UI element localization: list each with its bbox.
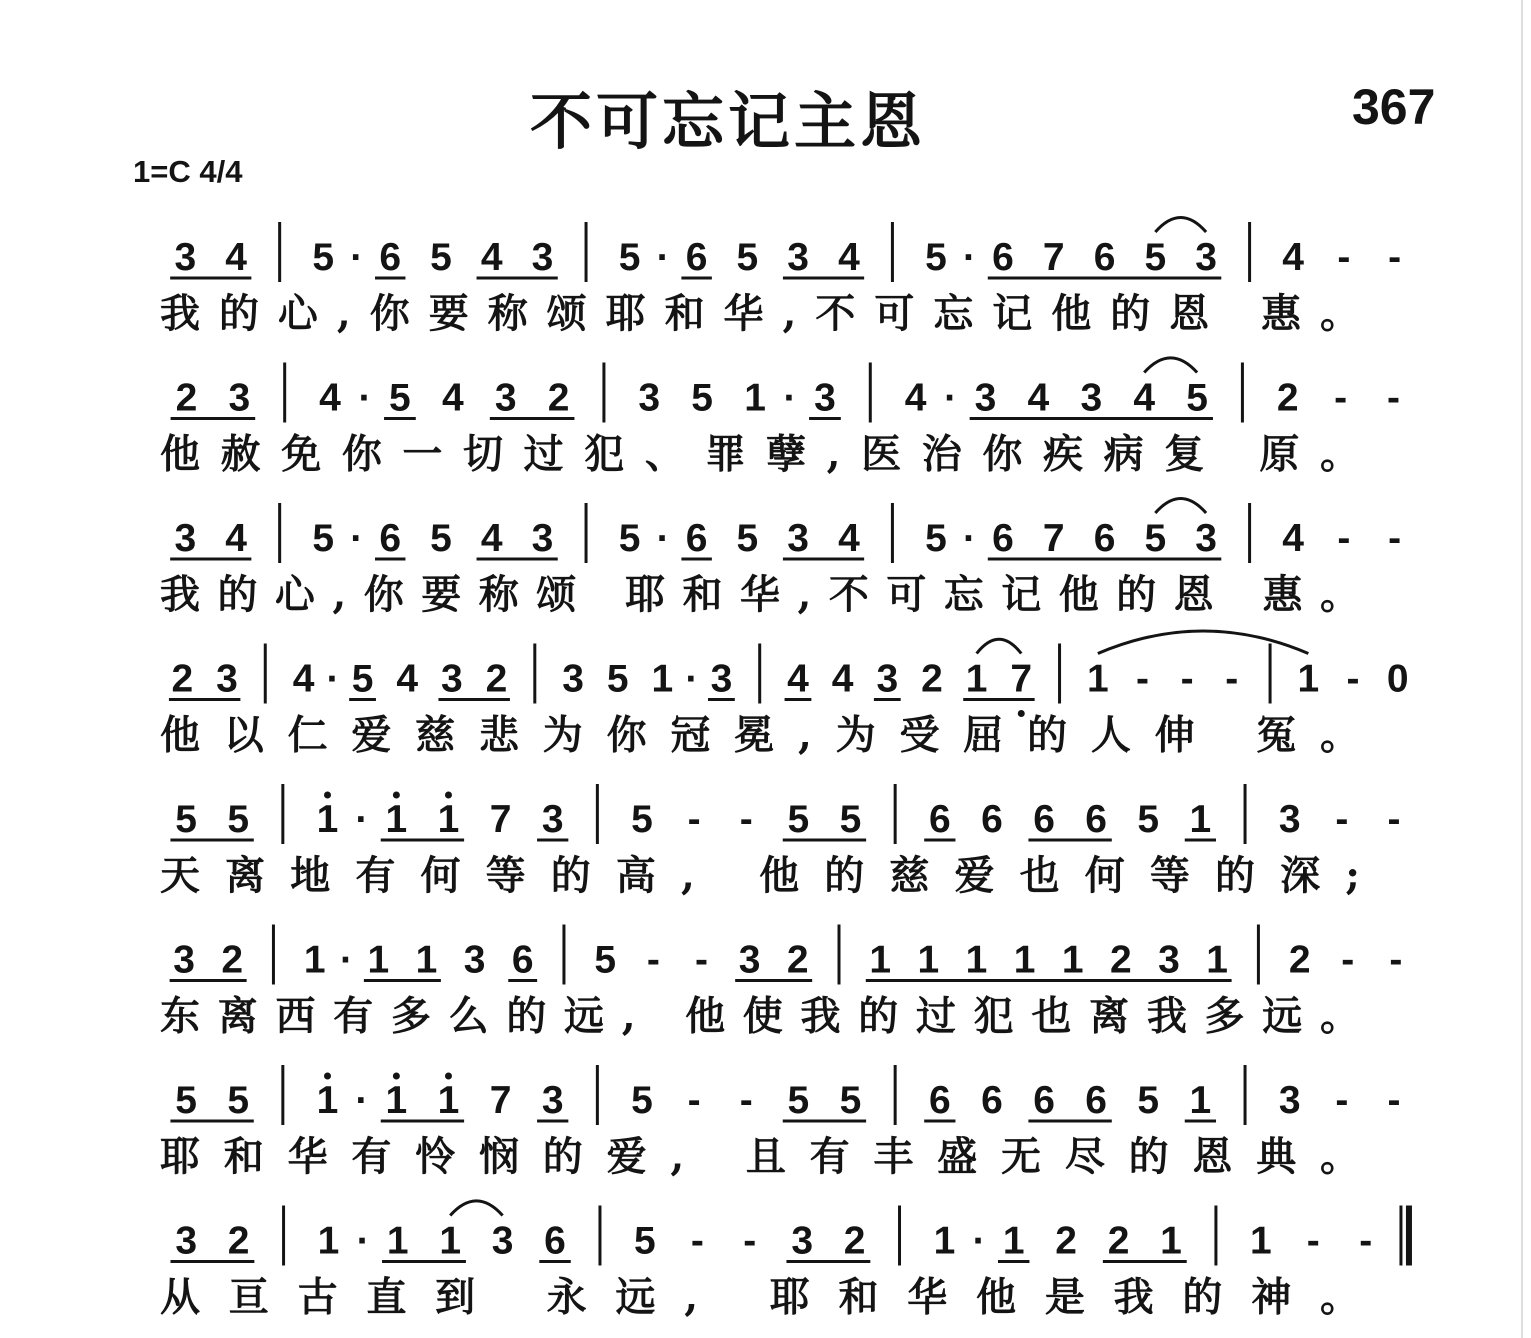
- note: 5: [1186, 376, 1208, 420]
- note: 5: [1137, 1079, 1160, 1122]
- augmentation-dot: ·: [962, 236, 976, 279]
- dash-extension: -: [1346, 657, 1360, 701]
- note: 4: [838, 236, 860, 279]
- note: 5: [787, 1079, 810, 1122]
- note: 3: [738, 938, 761, 982]
- note: 3: [228, 376, 251, 420]
- dash-extension: -: [690, 1219, 704, 1263]
- octave-high-dot: [445, 1073, 452, 1080]
- note: 3: [791, 1219, 814, 1263]
- augmentation-dot: ·: [358, 376, 372, 420]
- note: 1: [385, 1079, 408, 1122]
- note: 1: [303, 938, 326, 982]
- note: 3: [1080, 376, 1103, 420]
- note: 7: [1042, 517, 1065, 560]
- octave-high-dot: [445, 792, 452, 799]
- note: 5: [787, 798, 810, 841]
- note: 6: [544, 1219, 566, 1263]
- note: 4: [480, 236, 503, 279]
- dash-extension: -: [646, 938, 660, 982]
- lyrics-line: 从亘古直到 永远, 耶和华他是我的神。: [160, 1273, 1361, 1321]
- dash-extension: -: [1359, 1219, 1373, 1263]
- note: 1: [1002, 1219, 1025, 1263]
- augmentation-dot: ·: [685, 657, 699, 701]
- note: 5: [175, 1079, 197, 1122]
- note: 1: [415, 938, 438, 982]
- note: 1: [385, 798, 408, 841]
- note: 3: [562, 657, 584, 701]
- dash-extension: -: [1225, 657, 1239, 701]
- dash-extension: -: [1388, 236, 1402, 279]
- note: 1: [1189, 798, 1212, 841]
- octave-high-dot: [393, 792, 400, 799]
- note: 1: [744, 376, 766, 420]
- dash-extension: -: [1387, 376, 1401, 420]
- note: 2: [1110, 938, 1132, 982]
- note: 4: [1282, 517, 1304, 560]
- note: 6: [511, 938, 534, 982]
- augmentation-dot: ·: [355, 798, 369, 841]
- note: 4: [904, 376, 927, 420]
- note: 4: [396, 657, 419, 701]
- dash-extension: -: [1387, 1079, 1401, 1122]
- note: 3: [1158, 938, 1180, 982]
- note: 2: [1107, 1219, 1130, 1263]
- note: 5: [351, 657, 374, 701]
- note: 1: [651, 657, 674, 701]
- dash-extension: -: [1387, 798, 1401, 841]
- note: 2: [921, 657, 943, 701]
- note: 5: [691, 376, 714, 420]
- note: 2: [1055, 1219, 1078, 1263]
- augmentation-dot: ·: [962, 517, 976, 560]
- augmentation-dot: ·: [972, 1219, 986, 1263]
- note: 3: [174, 517, 197, 560]
- note: 2: [1288, 938, 1311, 982]
- dash-extension: -: [1135, 657, 1149, 701]
- note: 1: [1206, 938, 1229, 982]
- note: 2: [786, 938, 809, 982]
- note: 4: [831, 657, 854, 701]
- note: 4: [1282, 236, 1304, 279]
- note: 5: [389, 376, 411, 420]
- note: 6: [1085, 798, 1108, 841]
- note: 2: [221, 938, 244, 982]
- note: 5: [839, 798, 862, 841]
- note: 3: [1195, 236, 1217, 279]
- dash-extension: -: [687, 798, 701, 841]
- tie-slur: [1098, 631, 1309, 654]
- note: 5: [312, 517, 335, 560]
- note: 5: [1144, 236, 1167, 279]
- note: 1: [367, 938, 390, 982]
- lyrics-line: 我的心,你要称颂耶和华,不可忘记他的恩 惠。: [160, 290, 1360, 337]
- note: 5: [227, 1079, 250, 1122]
- augmentation-dot: ·: [355, 1079, 369, 1122]
- note: 5: [594, 938, 617, 982]
- dash-extension: -: [739, 798, 753, 841]
- note: 5: [634, 1219, 656, 1263]
- note: 3: [1195, 517, 1217, 560]
- dash-extension: -: [687, 1079, 701, 1122]
- note: 4: [225, 517, 247, 560]
- note: 4: [1027, 376, 1050, 420]
- note: 1: [1160, 1219, 1182, 1263]
- note: 1: [917, 938, 940, 982]
- note: 3: [175, 1219, 198, 1263]
- octave-low-dot: [1018, 710, 1025, 717]
- note: 5: [175, 798, 197, 841]
- note: 5: [736, 517, 759, 560]
- note: 1: [1189, 1079, 1212, 1122]
- note: 6: [1085, 1079, 1108, 1122]
- hymn-number: 367: [1352, 79, 1436, 135]
- lyrics-line: 东离西有多么的远, 他使我的过犯也离我多远。: [160, 992, 1361, 1040]
- octave-high-dot: [324, 792, 331, 799]
- note: 1: [439, 1219, 462, 1263]
- dash-extension: -: [1341, 938, 1355, 982]
- note: 3: [173, 938, 195, 982]
- note: 2: [227, 1219, 250, 1263]
- note: 3: [216, 657, 238, 701]
- dash-extension: -: [1180, 657, 1194, 701]
- note: 3: [531, 236, 554, 279]
- note: 5: [430, 517, 452, 560]
- dash-extension: -: [1337, 517, 1351, 560]
- note: 5: [618, 236, 641, 279]
- note: 6: [981, 798, 1003, 841]
- note: 6: [1093, 236, 1116, 279]
- dash-extension: -: [1334, 376, 1348, 420]
- note: 5: [925, 517, 947, 560]
- lyrics-line: 他赦免你一切过犯、罪孽,医治你疾病复 原。: [160, 430, 1360, 478]
- note: 2: [843, 1219, 866, 1263]
- augmentation-dot: ·: [340, 938, 354, 982]
- note: 3: [1278, 1079, 1301, 1122]
- note: 5: [606, 657, 629, 701]
- lyrics-line: 天离地有何等的高, 他的慈爱也何等的深;: [160, 852, 1360, 899]
- note: 5: [631, 1079, 653, 1122]
- note: 7: [1010, 657, 1033, 701]
- dash-extension: -: [1388, 517, 1402, 560]
- lyrics-line: 耶和华有怜悯的爱, 且有丰盛无尽的恩典。: [160, 1133, 1360, 1180]
- note: 3: [441, 657, 463, 701]
- note: 1: [437, 1079, 460, 1122]
- dash-extension: -: [1389, 938, 1403, 982]
- note: 1: [437, 798, 460, 841]
- note: 5: [312, 236, 335, 279]
- dash-extension: -: [743, 1219, 757, 1263]
- dash-extension: -: [1306, 1219, 1320, 1263]
- note: 3: [491, 1219, 514, 1263]
- note: 2: [175, 376, 198, 420]
- octave-high-dot: [324, 1073, 331, 1080]
- note: 3: [541, 798, 564, 841]
- note: 6: [1093, 517, 1116, 560]
- note: 4: [480, 517, 503, 560]
- note: 3: [638, 376, 661, 420]
- note: 6: [992, 517, 1014, 560]
- dash-extension: -: [1337, 236, 1351, 279]
- note: 4: [838, 517, 860, 560]
- note: 6: [928, 1079, 951, 1122]
- dash-extension: -: [1335, 1079, 1349, 1122]
- note: 4: [441, 376, 464, 420]
- dash-extension: -: [739, 1079, 753, 1122]
- tie-slur: [1155, 217, 1206, 232]
- dash-extension: -: [694, 938, 708, 982]
- note: 3: [531, 517, 554, 560]
- note: 6: [981, 1079, 1003, 1122]
- lyrics-line: 他以仁爱慈悲为你冠冕,为受屈的人伸 冤。: [160, 711, 1360, 759]
- note: 1: [317, 1219, 340, 1263]
- note: 6: [992, 236, 1014, 279]
- note: 6: [1033, 1079, 1055, 1122]
- note: 1: [1061, 938, 1084, 982]
- note: 5: [1137, 798, 1160, 841]
- note: 5: [925, 236, 947, 279]
- note: 4: [319, 376, 341, 420]
- note: 1: [1250, 1219, 1272, 1263]
- note: 1: [965, 938, 988, 982]
- note: 4: [787, 657, 809, 701]
- note: 3: [463, 938, 486, 982]
- augmentation-dot: ·: [350, 236, 364, 279]
- augmentation-dot: ·: [350, 517, 364, 560]
- note: 4: [292, 657, 315, 701]
- note: 3: [814, 376, 836, 420]
- note: 2: [1276, 376, 1299, 420]
- note: 3: [1278, 798, 1301, 841]
- note: 6: [928, 798, 951, 841]
- note: 5: [430, 236, 452, 279]
- augmentation-dot: ·: [944, 376, 958, 420]
- note: 5: [631, 798, 653, 841]
- note: 3: [494, 376, 517, 420]
- note: 7: [489, 1079, 512, 1122]
- note: 3: [876, 657, 899, 701]
- note: 2: [547, 376, 570, 420]
- note: 1: [316, 1079, 339, 1122]
- note: 7: [1042, 236, 1065, 279]
- augmentation-dot: ·: [656, 236, 670, 279]
- note: 6: [379, 236, 402, 279]
- note: 1: [933, 1219, 956, 1263]
- note: 1: [1297, 657, 1320, 701]
- note: 4: [225, 236, 247, 279]
- tie-slur: [1155, 498, 1206, 513]
- tie-slur: [450, 1201, 502, 1216]
- note: 1: [869, 938, 892, 982]
- tie-slur: [1144, 358, 1197, 373]
- note: 7: [489, 798, 512, 841]
- note: 3: [710, 657, 733, 701]
- note: 4: [1133, 376, 1156, 420]
- note: 1: [1086, 657, 1109, 701]
- note: 6: [379, 517, 402, 560]
- augmentation-dot: ·: [783, 376, 797, 420]
- note: 1: [1013, 938, 1036, 982]
- octave-high-dot: [393, 1073, 400, 1080]
- tie-slur: [977, 639, 1022, 653]
- note: 5: [227, 798, 250, 841]
- note: 5: [839, 1079, 862, 1122]
- note: 2: [171, 657, 194, 701]
- note: 5: [736, 236, 759, 279]
- hymn-title: 不可忘记主恩: [530, 85, 927, 158]
- note: 3: [174, 236, 197, 279]
- augmentation-dot: ·: [656, 517, 670, 560]
- note: 5: [1144, 517, 1167, 560]
- note: 5: [618, 517, 641, 560]
- note: 0: [1386, 657, 1409, 701]
- note: 3: [541, 1079, 564, 1122]
- dash-extension: -: [1335, 798, 1349, 841]
- note: 1: [316, 798, 339, 841]
- key-time-signature: 1=C 4/4: [133, 154, 243, 189]
- note: 3: [974, 376, 997, 420]
- note: 1: [965, 657, 988, 701]
- note: 3: [787, 517, 810, 560]
- note: 3: [787, 236, 810, 279]
- note: 6: [685, 236, 708, 279]
- note: 6: [685, 517, 708, 560]
- note: 2: [485, 657, 508, 701]
- note: 6: [1033, 798, 1055, 841]
- note: 1: [386, 1219, 409, 1263]
- augmentation-dot: ·: [326, 657, 340, 701]
- augmentation-dot: ·: [356, 1219, 370, 1263]
- lyrics-line: 我的心,你要称颂 耶和华,不可忘记他的恩 惠。: [160, 571, 1360, 618]
